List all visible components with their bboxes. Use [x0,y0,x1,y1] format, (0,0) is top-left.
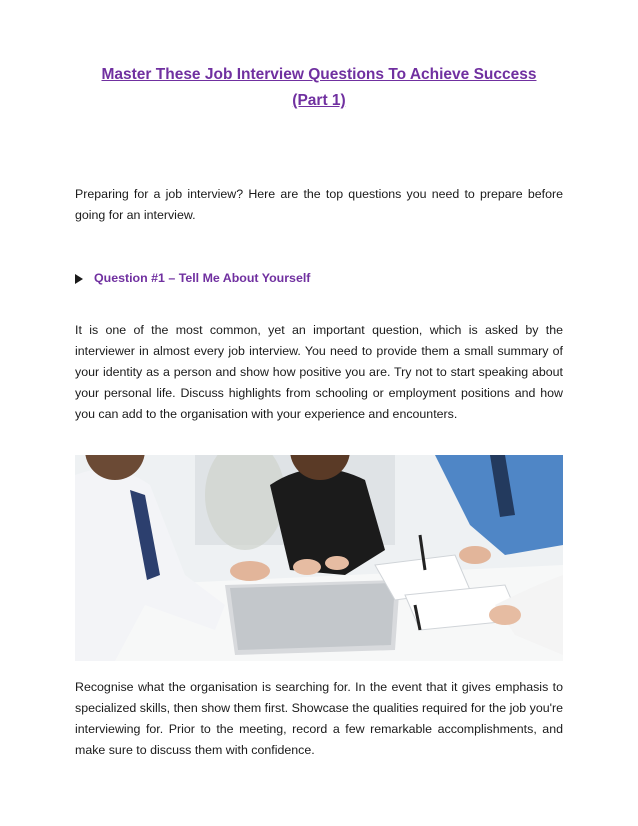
body-paragraph-2: Recognise what the organisation is searching for. In the event that it gives emphasis to specialized skills, then show them first. Showcase the qualities required for the job you're interviewing for. Prior to the meeting, record a few remarkable accomplishments, and make sure to discuss them with confidence. [75,680,563,757]
question-heading [75,268,310,289]
title-line-1: Master These Job Interview Questions To Achieve Success [101,66,537,83]
body-paragraph-1: It is one of the most common, yet an important question, which is asked by the interviewer in almost every job interview. You need to provide them a small summary of your identity as a person and show how positive you are. Try not to start speaking about your personal life. Discuss highlights from schooling or employment positions and how you can add to the organisation with your experience and encounters. [75,323,563,421]
title-line-2: (Part 1) [292,92,346,109]
intro-paragraph: Preparing for a job interview? Here are the top questions you need to prepare before going for an interview. [75,187,563,222]
interview-meeting-photo [75,455,563,661]
photo-illustration [75,455,563,661]
document-title [60,62,578,114]
arrow-bullet-icon [75,274,83,284]
question-label: Question #1 – Tell Me About Yourself [94,271,311,285]
